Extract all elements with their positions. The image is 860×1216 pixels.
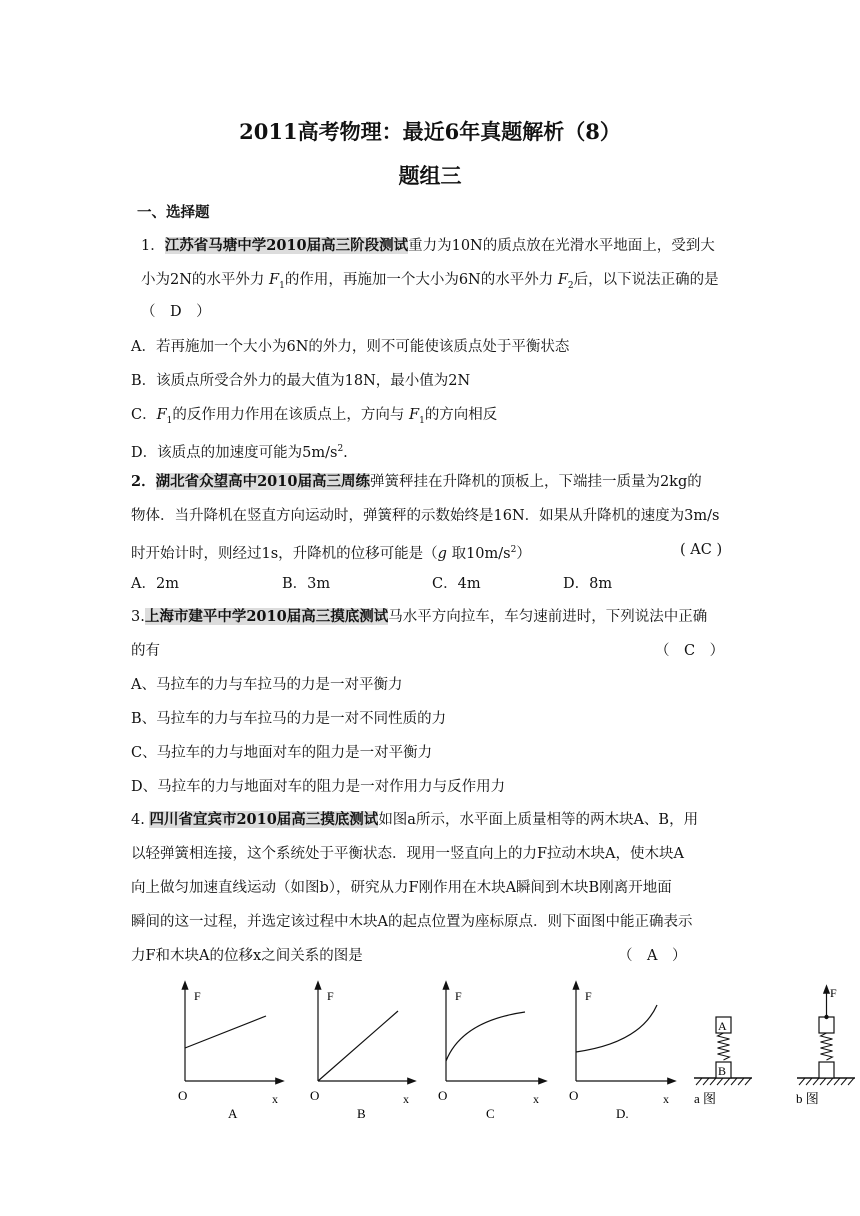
graph-a-caption: A — [228, 1106, 238, 1120]
q4-line2: 以轻弹簧相连接，这个系统处于平衡状态．现用一竖直向上的力F拉动木块A，使木块A — [131, 846, 685, 862]
q3-source: 上海市建平中学2010届高三摸底测试 — [144, 608, 389, 625]
q3-number: 3. — [131, 609, 145, 625]
q1-optc-f: F — [156, 407, 167, 423]
q2-text3a: 时开始计时，则经过1s，升降机的位移可能是（ — [131, 545, 438, 562]
q4-figures — [0, 975, 860, 1120]
graph-c-caption: C — [486, 1106, 495, 1120]
q2-option-c: C．4m — [432, 576, 481, 592]
q4-answer: （ A ） — [618, 948, 687, 964]
q1-optc-text2: 的方向相反 — [424, 407, 498, 423]
force-label: F — [830, 986, 837, 1000]
q1-f2-sub: 2 — [567, 280, 574, 291]
figure-b — [796, 986, 855, 1106]
q2-option-d: D．8m — [563, 576, 613, 592]
q1-optc-text: 的反作用力作用在该质点上，方向与 — [172, 407, 410, 423]
graph-b-line — [318, 1011, 398, 1081]
q2-sup: 2 — [510, 545, 517, 555]
q1-text: 重力为10N的质点放在光滑水平地面上，受到大 — [408, 238, 715, 254]
q2-source: 湖北省众望高中2010届高三周练 — [155, 473, 370, 490]
q1-source: 江苏省马塘中学2010届高三阶段测试 — [164, 237, 409, 254]
graph-a-origin: O — [178, 1088, 188, 1103]
figure-b-caption: b 图 — [796, 1091, 819, 1106]
q1-optd-text: D．该质点的加速度可能为5m/s — [131, 444, 338, 461]
q1-line2 — [141, 270, 719, 296]
graph-c-curve — [446, 1012, 525, 1061]
block-b-2 — [819, 1062, 834, 1078]
q2-text3b: 取10m/s — [446, 545, 511, 562]
block-b-label: B — [718, 1064, 727, 1078]
q2-option-b: B．3m — [282, 576, 331, 592]
graph-b-ylabel: F — [327, 989, 334, 1003]
q2-line2: 物体．当升降机在竖直方向运动时，弹簧秤的示数始终是16N．如果从升降机的速度为3m/s — [131, 508, 720, 524]
q2-option-a: A．2m — [131, 576, 179, 592]
q1-answer: （ D ） — [141, 304, 211, 320]
graph-d-caption: D. — [616, 1106, 629, 1120]
graph-d-ylabel: F — [585, 989, 592, 1003]
q4-line3: 向上做匀加速直线运动（如图b），研究从力F刚作用在木块A瞬间到木块B刚离开地面 — [131, 880, 672, 896]
q1-optc-sub: 1 — [166, 415, 173, 426]
q1-optd-sup: 2 — [337, 444, 344, 454]
q3-option-a: A、马拉车的力与车拉马的力是一对平衡力 — [131, 677, 403, 693]
block-a-2 — [819, 1017, 834, 1033]
graph-c-xlabel: x — [533, 1092, 539, 1106]
q3-option-c: C、马拉车的力与地面对车的阻力是一对平衡力 — [131, 745, 433, 761]
q1-optc-f2: F — [409, 407, 420, 423]
graph-a-xlabel: x — [272, 1092, 278, 1106]
graph-d — [569, 985, 672, 1120]
q4-line1 — [131, 810, 698, 830]
q1-text2a: 小为2N的水平外力 — [141, 272, 270, 288]
spring-b — [821, 1033, 833, 1060]
q2-text1: 弹簧秤挂在升降机的顶板上，下端挂一质量为2kg的 — [369, 474, 702, 490]
q1-f1-sub: 1 — [279, 280, 285, 291]
q1-text2b: 的作用，再施加一个大小为6N的水平外力 — [284, 272, 558, 288]
graph-c — [438, 985, 543, 1120]
q3-text1: 马水平方向拉车，车匀速前进时，下列说法中正确 — [388, 609, 708, 625]
graph-a-ylabel: F — [194, 989, 201, 1003]
q3-option-b: B、马拉车的力与车拉马的力是一对不同性质的力 — [131, 711, 447, 727]
q1-f1: F — [269, 272, 280, 288]
graph-d-xlabel: x — [663, 1092, 669, 1106]
page-title: 2011高考物理：最近6年真题解析（8） — [239, 119, 621, 144]
q1-optd-end: . — [343, 444, 348, 461]
graph-a — [178, 985, 280, 1120]
q1-text2c: 后，以下说法正确的是 — [573, 272, 719, 288]
q3-answer: （ C ） — [655, 643, 725, 659]
q1-option-a: A．若再施加一个大小为6N的外力，则不可能使该质点处于平衡状态 — [131, 339, 570, 355]
q3-line2: 的有 — [131, 643, 160, 659]
figure-a-caption: a 图 — [694, 1091, 717, 1106]
q4-source: 四川省宜宾市2010届高三摸底测试 — [149, 811, 379, 828]
q4-text1: 如图a所示，水平面上质量相等的两木块A、B，用 — [378, 812, 699, 828]
q2-text3c: ） — [516, 545, 531, 562]
q2-g: g — [437, 545, 447, 562]
graph-b-origin: O — [310, 1088, 320, 1103]
graph-d-origin: O — [569, 1088, 579, 1103]
q3-line1 — [131, 607, 707, 627]
q1-number: 1． — [141, 238, 165, 254]
graph-d-curve — [576, 1005, 657, 1052]
page-subtitle: 题组三 — [398, 163, 462, 188]
spring-a — [718, 1033, 730, 1060]
graph-b-caption: B — [357, 1106, 366, 1120]
q2-line3 — [131, 540, 531, 564]
q1-option-d — [131, 439, 348, 463]
graph-c-origin: O — [438, 1088, 448, 1103]
q1-line1 — [141, 236, 715, 256]
q3-option-d: D、马拉车的力与地面对车的阻力是一对作用力与反作用力 — [131, 779, 506, 795]
q1-option-b: B．该质点所受合外力的最大值为18N，最小值为2N — [131, 373, 471, 389]
q4-line4: 瞬间的这一过程，并选定该过程中木块A的起点位置为座标原点．则下面图中能正确表示 — [131, 914, 693, 930]
q1-f2: F — [557, 272, 568, 288]
graph-a-line — [185, 1016, 266, 1048]
q2-answer: ( AC ) — [680, 542, 723, 558]
figure-a — [694, 1017, 752, 1106]
section-heading: 一、选择题 — [137, 204, 210, 221]
q2-line1 — [131, 472, 702, 492]
q4-number: 4. — [131, 812, 145, 828]
graph-c-ylabel: F — [455, 989, 462, 1003]
graph-b-xlabel: x — [403, 1092, 409, 1106]
q1-optc-sub2: 1 — [419, 415, 425, 426]
graph-b — [310, 985, 412, 1120]
block-a-label: A — [718, 1019, 727, 1033]
q4-line5: 力F和木块A的位移x之间关系的图是 — [131, 948, 363, 964]
q1-optc-label: C． — [131, 407, 157, 423]
q2-number: 2． — [131, 473, 156, 490]
q1-option-c — [131, 405, 497, 431]
